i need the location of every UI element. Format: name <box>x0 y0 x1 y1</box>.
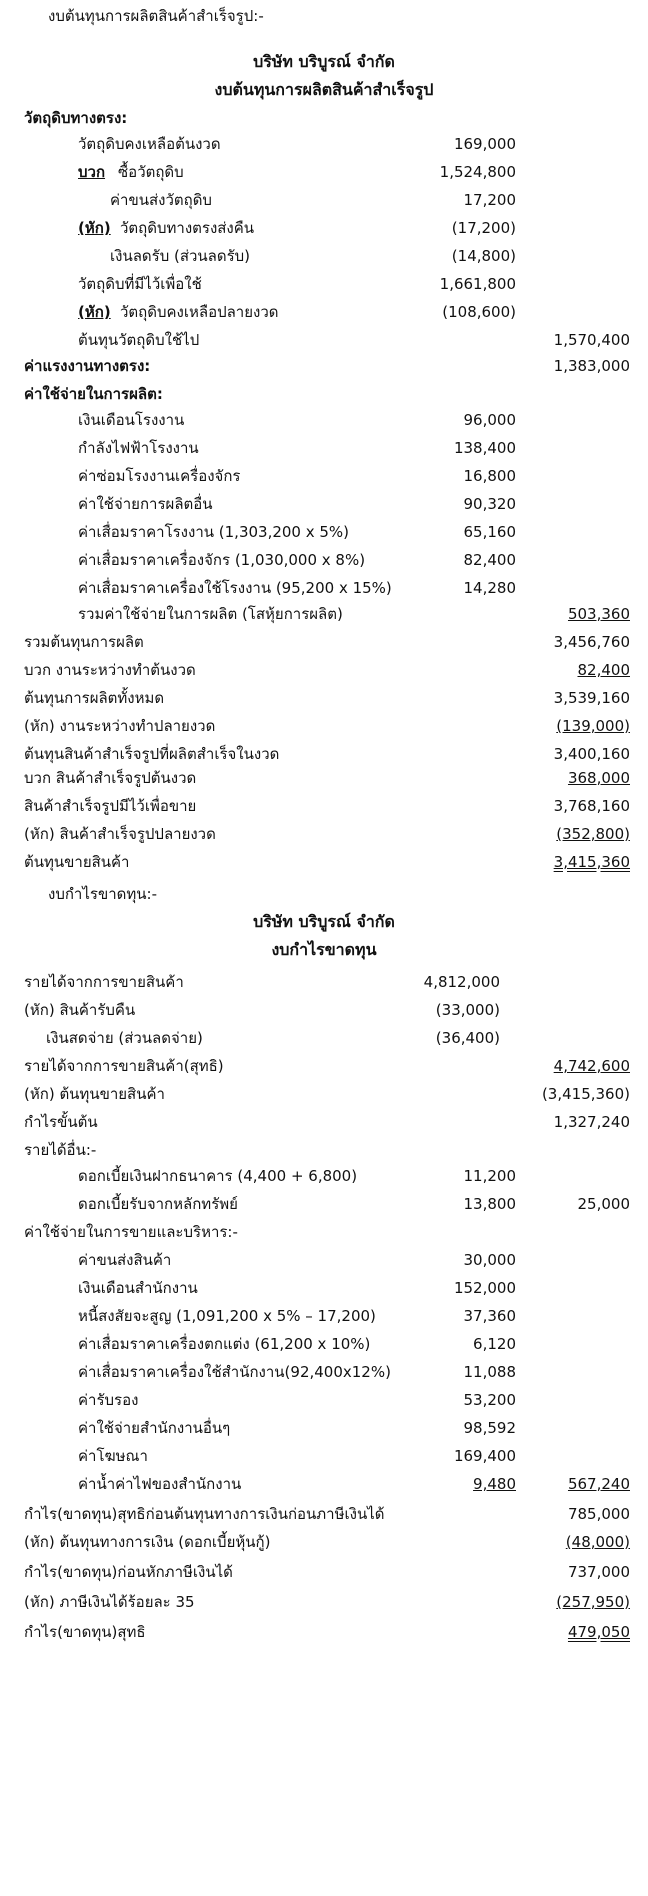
line-label: ค่าใช้จ่ายสำนักงานอื่นๆ <box>78 1419 231 1437</box>
line-label: เงินเดือนสำนักงาน <box>78 1279 198 1297</box>
line-amount: (14,800) <box>451 247 516 265</box>
line-label: วัตถุดิบคงเหลือต้นงวด <box>78 135 221 153</box>
line-label: ค่าใช้จ่ายการผลิตอื่น <box>78 495 213 513</box>
line-label: ค่าเสื่อมราคาเครื่องตกแต่ง (61,200 x 10%) <box>78 1335 371 1353</box>
line-label: (หัก) งานระหว่างทำปลายงวด <box>24 717 216 735</box>
line-label: บวก สินค้าสำเร็จรูปต้นงวด <box>24 769 197 787</box>
line-total: 3,415,360 <box>553 853 630 871</box>
line-total: 737,000 <box>567 1563 630 1581</box>
line-label: กำไร(ขาดทุน)ก่อนหักภาษีเงินได้ <box>24 1563 233 1581</box>
line-label: (หัก) สินค้าสำเร็จรูปปลายงวด <box>24 825 216 843</box>
section-header-other-income: รายได้อื่น:- <box>24 1141 97 1159</box>
line-label: ค่าเสื่อมราคาโรงงาน (1,303,200 x 5%) <box>78 523 350 541</box>
line-label: ต้นทุนขายสินค้า <box>24 853 130 871</box>
line-label: กำไร(ขาดทุน)สุทธิ <box>24 1623 146 1641</box>
line-label: เงินเดือนโรงงาน <box>78 411 185 429</box>
line-amount: 14,280 <box>463 579 516 597</box>
line-amount: 98,592 <box>463 1419 516 1437</box>
line-total: 567,240 <box>567 1475 630 1493</box>
line-label-direct-labor: ค่าแรงงานทางตรง: <box>24 357 151 375</box>
line-label: รวมต้นทุนการผลิต <box>24 633 144 651</box>
line-amount: 138,400 <box>453 439 516 457</box>
line-total: (3,415,360) <box>541 1085 630 1103</box>
line-total: 3,400,160 <box>553 745 630 763</box>
line-amount: 17,200 <box>463 191 516 209</box>
line-total: 3,456,760 <box>553 633 630 651</box>
line-prefix: บวก <box>78 163 106 181</box>
line-amount: 1,524,800 <box>439 163 516 181</box>
line-label: วัตถุดิบทางตรงส่งคืน <box>120 219 255 237</box>
line-label: รวมค่าใช้จ่ายในการผลิต (โสหุ้ยการผลิต) <box>78 605 343 623</box>
line-amount: 16,800 <box>463 467 516 485</box>
line-total: (257,950) <box>556 1593 630 1611</box>
line-amount: 9,480 <box>473 1475 516 1493</box>
line-label: ดอกเบี้ยรับจากหลักทรัพย์ <box>78 1195 238 1213</box>
line-label: วัตถุดิบที่มีไว้เพื่อใช้ <box>78 275 202 293</box>
line-total: (48,000) <box>565 1533 630 1551</box>
line-total: 1,383,000 <box>553 357 630 375</box>
line-total: (352,800) <box>556 825 630 843</box>
line-prefix: (หัก) <box>78 303 111 321</box>
line-amount: (108,600) <box>442 303 516 321</box>
line-label: ค่าซ่อมโรงงานเครื่องจักร <box>78 467 241 485</box>
line-amount: 90,320 <box>463 495 516 513</box>
line-label: กำไร(ขาดทุน)สุทธิก่อนต้นทุนทางการเงินก่อนภาษีเงินได้ <box>24 1505 385 1523</box>
line-label: ค่าเสื่อมราคาเครื่องใช้โรงงาน (95,200 x 15%) <box>78 579 392 597</box>
line-total: 4,742,600 <box>553 1057 630 1075</box>
line-label: (หัก) ต้นทุนทางการเงิน (ดอกเบี้ยหุ้นกู้) <box>24 1533 271 1551</box>
line-label: ต้นทุนวัตถุดิบใช้ไป <box>78 331 200 349</box>
line-label: กำลังไฟฟ้าโรงงาน <box>78 439 199 457</box>
line-label: (หัก) ต้นทุนขายสินค้า <box>24 1085 165 1103</box>
line-total: 3,539,160 <box>553 689 630 707</box>
statement-title-1: งบต้นทุนการผลิตสินค้าสำเร็จรูป <box>214 80 434 99</box>
line-label: ค่ารับรอง <box>78 1391 139 1409</box>
line-label: กำไรขั้นต้น <box>24 1113 98 1131</box>
section-header-direct-materials: วัตถุดิบทางตรง: <box>24 109 128 127</box>
line-label: ค่าน้ำค่าไฟของสำนักงาน <box>78 1475 242 1493</box>
line-label: (หัก) สินค้ารับคืน <box>24 1001 136 1019</box>
line-total: 479,050 <box>567 1623 630 1641</box>
section-header-expenses: ค่าใช้จ่ายในการขายและบริหาร:- <box>24 1223 238 1241</box>
line-amount: 30,000 <box>463 1251 516 1269</box>
line-amount: 82,400 <box>463 551 516 569</box>
line-label: วัตถุดิบคงเหลือปลายงวด <box>120 303 279 321</box>
line-amount: 169,000 <box>453 135 516 153</box>
line-amount: 11,088 <box>463 1363 516 1381</box>
line-amount: 96,000 <box>463 411 516 429</box>
intro-heading-1: งบต้นทุนการผลิตสินค้าสำเร็จรูป:- <box>48 7 264 25</box>
company-name-1: บริษัท บริบูรณ์ จำกัด <box>253 52 395 71</box>
line-amount: (33,000) <box>435 1001 500 1019</box>
line-total: 25,000 <box>577 1195 630 1213</box>
line-total: 503,360 <box>567 605 630 623</box>
line-label: สินค้าสำเร็จรูปมีไว้เพื่อขาย <box>24 797 197 815</box>
line-total: 3,768,160 <box>553 797 630 815</box>
line-label: บวก งานระหว่างทำต้นงวด <box>24 661 196 679</box>
line-amount: 53,200 <box>463 1391 516 1409</box>
line-label: ค่าโฆษณา <box>78 1447 148 1465</box>
line-amount: 1,661,800 <box>439 275 516 293</box>
line-label: ต้นทุนสินค้าสำเร็จรูปที่ผลิตสำเร็จในงวด <box>24 745 280 763</box>
line-label: ซื้อวัตถุดิบ <box>118 163 184 181</box>
line-label: รายได้จากการขายสินค้า <box>24 973 184 991</box>
line-label: เงินสดจ่าย (ส่วนลดจ่าย) <box>46 1029 203 1047</box>
line-amount: 13,800 <box>463 1195 516 1213</box>
line-amount: (36,400) <box>435 1029 500 1047</box>
line-amount: (17,200) <box>451 219 516 237</box>
line-total: 1,327,240 <box>553 1113 630 1131</box>
line-label: เงินลดรับ (ส่วนลดรับ) <box>110 247 251 265</box>
line-label: ดอกเบี้ยเงินฝากธนาคาร (4,400 + 6,800) <box>78 1167 358 1185</box>
line-label: (หัก) ภาษีเงินได้ร้อยละ 35 <box>24 1593 195 1611</box>
line-amount: 169,400 <box>453 1447 516 1465</box>
line-label: ค่าขนส่งสินค้า <box>78 1251 172 1269</box>
company-name-2: บริษัท บริบูรณ์ จำกัด <box>253 912 395 931</box>
line-prefix: (หัก) <box>78 219 111 237</box>
statement-title-2: งบกำไรขาดทุน <box>271 940 377 959</box>
line-amount: 65,160 <box>463 523 516 541</box>
line-total: 1,570,400 <box>553 331 630 349</box>
line-label: ค่าเสื่อมราคาเครื่องจักร (1,030,000 x 8%) <box>78 551 366 569</box>
section-header-overhead: ค่าใช้จ่ายในการผลิต: <box>24 385 163 403</box>
line-label: รายได้จากการขายสินค้า(สุทธิ) <box>24 1057 224 1075</box>
line-amount: 11,200 <box>463 1167 516 1185</box>
line-label: หนี้สงสัยจะสูญ (1,091,200 x 5% – 17,200) <box>78 1307 376 1325</box>
line-total: 82,400 <box>577 661 630 679</box>
line-label: ค่าขนส่งวัตถุดิบ <box>110 191 212 209</box>
line-amount: 152,000 <box>453 1279 516 1297</box>
line-amount: 37,360 <box>463 1307 516 1325</box>
line-total: 785,000 <box>567 1505 630 1523</box>
line-amount: 4,812,000 <box>423 973 500 991</box>
line-label: ค่าเสื่อมราคาเครื่องใช้สำนักงาน(92,400x12%) <box>78 1363 391 1381</box>
line-total: (139,000) <box>556 717 630 735</box>
line-label: ต้นทุนการผลิตทั้งหมด <box>24 689 165 707</box>
intro-heading-2: งบกำไรขาดทุน:- <box>48 885 157 903</box>
line-total: 368,000 <box>567 769 630 787</box>
line-amount: 6,120 <box>473 1335 516 1353</box>
